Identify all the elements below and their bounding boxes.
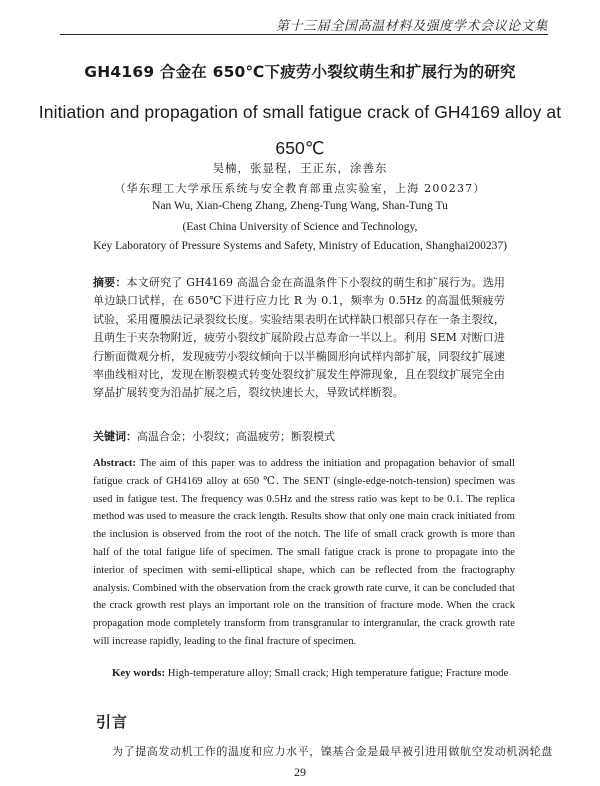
running-header-text: 第十三届全国高温材料及强度学术会议论文集 [275, 19, 548, 34]
keywords-english-text: High-temperature alloy; Small crack; High temperature fatigue; Fracture mode [167, 667, 509, 679]
keywords-english [112, 667, 522, 679]
running-header [60, 8, 548, 35]
abstract-english-label: Abstract: [93, 458, 136, 469]
abstract-chinese-text: 本文研究了 GH4169 高温合金在高温条件下小裂纹的萌生和扩展行为。选用单边缺口试样，在 650℃下进行应力比 R 为 0.1，频率为 0.5Hz 的高温低频疲劳试验，采用覆膜法记录裂纹长度。实验结果表明在试样缺口根部只存在一条主裂纹，且萌生于夹杂物附近，疲劳小裂纹扩展阶段占总寿命一半以上。利用 SEM 对断口进行断面微观分析，发现疲劳小裂纹倾向于以半椭圆形向试样内部扩展，同裂纹扩展速率曲线相对比，发现在断裂模式转变处裂纹扩展发生停滞现象，且在裂纹扩展完全由穿晶扩展转变为沿晶扩展之后，裂纹快速长大，导致试样断裂。 [93, 276, 505, 400]
affiliation-chinese: （华东理工大学承压系统与安全教育部重点实验室，上海 200237） [114, 182, 486, 195]
title-english-line-1: Initiation and propagation of small fatigue crack of GH4169 alloy at [38, 102, 562, 122]
abstract-chinese [93, 274, 505, 403]
affiliation-english-line-2: Key Laboratory of Pressure Systems and Safety, Ministry of Education, Shanghai200237) [93, 240, 507, 252]
keywords-chinese [93, 428, 505, 444]
title-english [0, 94, 600, 166]
keywords-chinese-label: 关键词： [93, 430, 137, 443]
affiliation-english-line-1: (East China University of Science and Technology, [182, 221, 418, 233]
introduction-first-line: 为了提高发动机工作的温度和应力水平，镍基合金是最早被引进用做航空发动机涡轮盘 [112, 745, 553, 758]
abstract-chinese-label: 摘要： [93, 276, 127, 289]
page-number: 29 [294, 765, 306, 779]
authors-chinese: 吴楠，张显程，王正东，涂善东 [212, 161, 388, 175]
authors-english: Nan Wu, Xian-Cheng Zhang, Zheng-Tung Wang, Shan-Tung Tu [152, 200, 448, 212]
title-english-line-2: 650℃ [275, 138, 325, 158]
abstract-english-text: The aim of this paper was to address the initiation and propagation behavior of small fatigue crack of GH4169 alloy at 650 ℃. The SENT (single-edge-notch-tension) specimen was used in fatigue test. The frequency was 0.5Hz and the stress ratio was kept to be 0.1. The replica method was used to measure the crack length. Results show that only one main crack initiated from the inclusion is observed from the root of the notch. The life of small crack growth is more than half of the total fatigue life of specimen. The small fatigue crack is prone to propagate into the interior of specimen with semi-elliptical shape, which can be reflected from the fractography analysis. Combined with the observation from the crack growth rate curve, it can be concluded that the crack growth rest plays an important role on the transition of fracture mode. When the crack propagation mode completely transform from transgranular to intergranular, the crack growth rate will increase rapidly, leading to the final fracture of specimen. [93, 458, 515, 647]
section-heading-introduction: 引言 [96, 713, 129, 731]
title-chinese: GH4169 合金在 650℃下疲劳小裂纹萌生和扩展行为的研究 [84, 63, 516, 81]
abstract-english [93, 455, 515, 651]
keywords-english-label: Key words: [112, 667, 166, 679]
keywords-chinese-text: 高温合金；小裂纹；高温疲劳；断裂模式 [137, 430, 335, 443]
